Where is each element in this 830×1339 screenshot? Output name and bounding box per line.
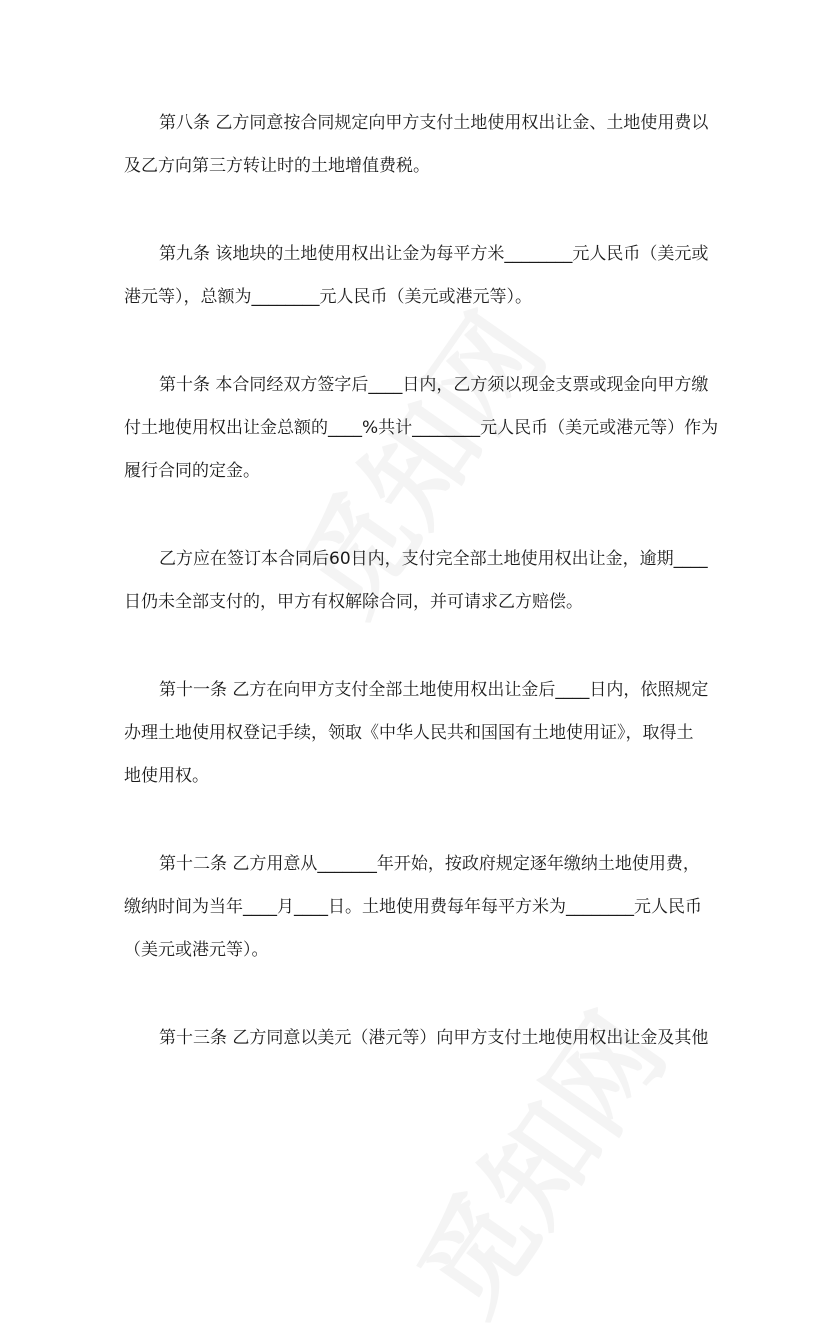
paragraph	[124, 1017, 708, 1060]
document-body	[124, 102, 719, 1105]
paragraph	[124, 233, 708, 319]
text-line: 办理土地使用权登记手续，领取《中华人民共和国国有土地使用证》，取得土	[124, 723, 694, 743]
text-line: 第十一条 乙方在向甲方支付全部土地使用权出让金后____日内，依照规定	[159, 680, 709, 700]
text-line: （美元或港元等）。	[124, 940, 269, 960]
text-line: 地使用权。	[124, 766, 209, 786]
text-line: 第十二条 乙方用意从_______年开始，按政府规定逐年缴纳土地使用费，	[159, 854, 700, 874]
text-line: 付土地使用权出让金总额的____%共计________元人民币（美元或港元等）作为	[124, 418, 719, 438]
paragraph	[124, 843, 708, 972]
text-line: 第九条 该地块的土地使用权出让金为每平方米________元人民币（美元或	[159, 244, 709, 264]
text-line: 乙方应在签订本合同后60日内，支付完全部土地使用权出让金，逾期____	[159, 549, 708, 569]
text-line: 及乙方向第三方转让时的土地增值费税。	[124, 156, 430, 176]
text-line: 第十条 本合同经双方签字后____日内，乙方须以现金支票或现金向甲方缴	[159, 375, 709, 395]
text-line: 履行合同的定金。	[124, 461, 260, 481]
paragraph	[124, 669, 708, 798]
paragraph	[124, 102, 708, 188]
text-line: 港元等），总额为________元人民币（美元或港元等）。	[124, 287, 532, 307]
text-line: 缴纳时间为当年____月____日。土地使用费每年每平方米为________元人民币	[124, 897, 702, 917]
text-line: 第十三条 乙方同意以美元（港元等）向甲方支付土地使用权出让金及其他	[159, 1028, 709, 1048]
paragraph	[124, 364, 719, 493]
text-line: 第八条 乙方同意按合同规定向甲方支付土地使用权出让金、土地使用费以	[159, 113, 709, 133]
paragraph	[124, 538, 708, 624]
text-line: 日仍未全部支付的，甲方有权解除合同，并可请求乙方赔偿。	[124, 592, 583, 612]
